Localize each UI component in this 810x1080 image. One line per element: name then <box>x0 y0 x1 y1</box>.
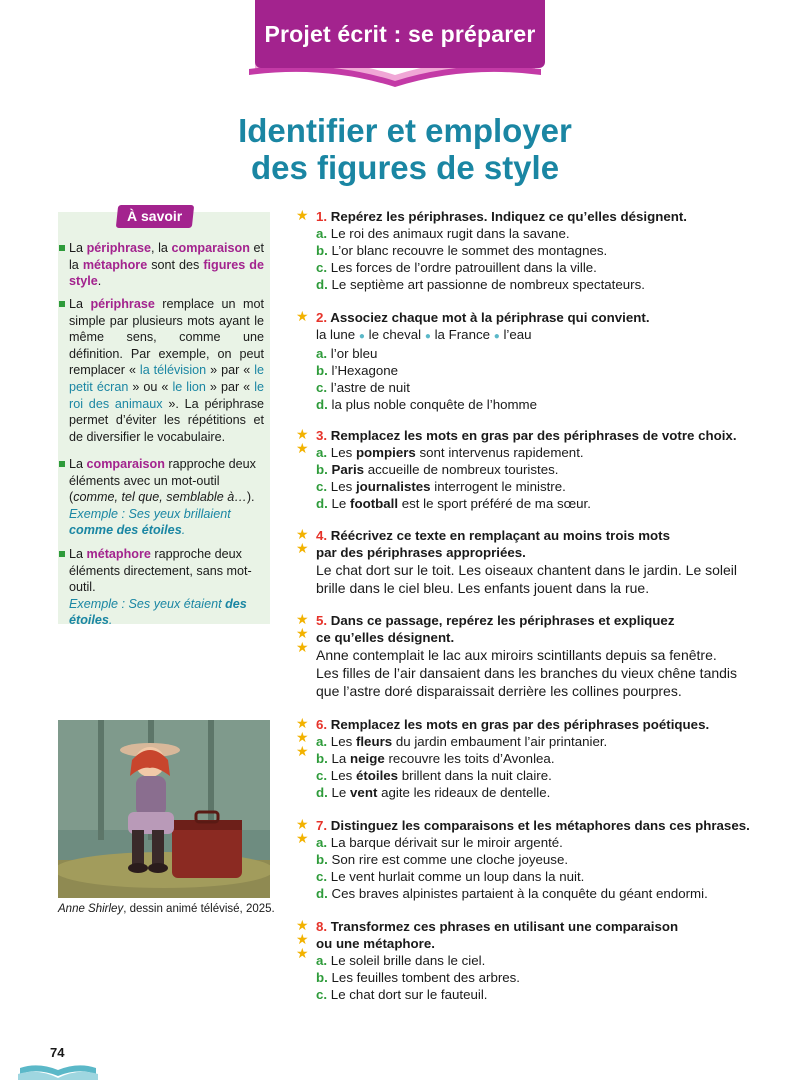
item-letter: c. <box>316 987 328 1002</box>
list-item <box>316 969 776 986</box>
savoir-item-4 <box>58 546 270 629</box>
item-text: La barque dérivait sur le miroir argenté. <box>330 835 563 850</box>
item-text: brillent dans la nuit claire. <box>398 768 552 783</box>
item-letter: d. <box>316 277 328 292</box>
item-letter: d. <box>316 785 328 800</box>
text: rapproche deux éléments avec un mot-outil ( <box>69 457 256 505</box>
exercise-heading-cont: ou une métaphore. <box>316 936 435 951</box>
list-item <box>316 784 776 801</box>
list-item <box>316 851 776 868</box>
item-text: est le sport préféré de ma sœur. <box>398 496 591 511</box>
star-icon: ★ <box>296 440 309 456</box>
exercise-heading <box>316 309 776 326</box>
item-letter: b. <box>316 970 328 985</box>
keyword: figures de style <box>69 257 264 289</box>
text: ). <box>246 490 255 505</box>
item-letter: a. <box>316 734 328 749</box>
item-text: l’or bleu <box>330 346 378 361</box>
word: la lune <box>316 327 356 342</box>
difficulty-stars <box>296 527 312 555</box>
banner-box <box>255 0 545 68</box>
bold-word: vent <box>350 785 378 800</box>
text: » ou « <box>128 379 173 394</box>
a-savoir-box <box>58 212 270 628</box>
star-icon: ★ <box>296 729 309 745</box>
anne-shirley-illustration <box>58 720 270 898</box>
item-letter: b. <box>316 852 328 867</box>
exercise-4 <box>296 526 776 597</box>
square-bullet-icon <box>59 301 65 307</box>
exercise-3 <box>296 426 776 512</box>
item-text: Le roi des animaux rugit dans la savane. <box>330 226 570 241</box>
keyword: comparaison <box>86 457 165 471</box>
exercise-instruction: Remplacez les mots en gras par des périphrases poétiques. <box>330 717 710 732</box>
item-text: recouvre les toits d’Avonlea. <box>384 751 555 766</box>
square-bullet-icon <box>59 245 65 251</box>
item-letter: c. <box>316 768 328 783</box>
text: et la <box>69 241 264 272</box>
difficulty-stars <box>296 817 312 845</box>
star-icon: ★ <box>296 945 309 961</box>
exercise-text: Anne contemplait le lac aux miroirs scintillants depuis sa fenêtre. <box>316 647 717 663</box>
exercise-number: 1. <box>316 209 328 224</box>
dot-separator-icon: ● <box>358 331 365 342</box>
example-word: le lion <box>172 379 206 394</box>
list-item <box>316 952 776 969</box>
item-letter: a. <box>316 835 328 850</box>
exercise-heading-cont: par des périphrases appropriées. <box>316 545 526 560</box>
exercise-instruction: Réécrivez ce texte en remplaçant au moins trois mots <box>330 528 670 543</box>
exercise-5 <box>296 611 776 700</box>
item-text: l’Hexagone <box>331 363 399 378</box>
item-text: Les forces de l’ordre patrouillent dans la ville. <box>330 260 597 275</box>
exercise-number: 2. <box>316 310 328 325</box>
item-text: Ces braves alpinistes partaient à la conquête du géant endormi. <box>331 886 708 901</box>
example-word: comme des étoiles <box>69 523 182 538</box>
text: La <box>69 457 87 471</box>
bold-word: fleurs <box>355 734 393 749</box>
item-text: Les <box>330 768 356 783</box>
bold-word: pompiers <box>355 445 416 460</box>
star-icon: ★ <box>296 715 309 731</box>
difficulty-stars <box>296 918 312 960</box>
list-item <box>316 767 776 784</box>
item-text: agite les rideaux de dentelle. <box>377 785 551 800</box>
list-item <box>316 242 776 259</box>
list-item <box>316 868 776 885</box>
page-title-line-1: Identifier et employer <box>238 112 572 149</box>
example-word: le petit écran <box>69 363 264 394</box>
bold-word: football <box>350 496 399 511</box>
item-text: accueille de nombreux touristes. <box>364 462 559 477</box>
list-item <box>316 750 776 767</box>
item-text: l’astre de nuit <box>330 380 410 395</box>
star-icon: ★ <box>296 830 309 846</box>
exercise-number: 4. <box>316 528 328 543</box>
example-text: . <box>108 613 113 628</box>
item-letter: a. <box>316 346 328 361</box>
caption-text: , dessin animé télévisé, 2025. <box>123 903 275 915</box>
text: La <box>69 547 87 561</box>
book-icon <box>18 1062 98 1080</box>
text: La <box>69 297 91 311</box>
exercise-number: 3. <box>316 428 328 443</box>
square-bullet-icon <box>59 461 65 467</box>
item-text: sont intervenus rapidement. <box>415 445 584 460</box>
difficulty-stars <box>296 208 312 222</box>
exercise-instruction: Associez chaque mot à la périphrase qui convient. <box>330 310 650 325</box>
star-icon: ★ <box>296 931 309 947</box>
text: ». La périphrase permet d’éviter les répétitions et de diversifier le vocabulaire. <box>69 396 265 444</box>
item-text: Le chat dort sur le fauteuil. <box>330 987 488 1002</box>
exercise-8 <box>296 917 776 1003</box>
exercise-instruction: Repérez les périphrases. Indiquez ce qu’elles désignent. <box>330 209 687 224</box>
exercise-heading <box>316 918 776 935</box>
bold-word: journalistes <box>355 479 431 494</box>
exercise-heading <box>316 208 776 225</box>
text: » par « <box>206 363 255 378</box>
star-icon: ★ <box>296 625 309 641</box>
word-list <box>316 326 776 345</box>
example-word: le roi des animaux <box>69 379 265 411</box>
item-letter: a. <box>316 445 328 460</box>
list-item <box>316 986 776 1003</box>
exercise-1 <box>296 207 776 293</box>
star-icon: ★ <box>296 526 309 542</box>
dot-separator-icon: ● <box>493 331 500 342</box>
item-letter: a. <box>316 226 328 241</box>
example-text: Exemple : Ses yeux étaient <box>69 596 226 611</box>
star-icon: ★ <box>296 743 309 759</box>
item-text: Le <box>331 496 351 511</box>
exercise-instruction: Dans ce passage, repérez les périphrases et expliquez <box>330 613 675 628</box>
list-item <box>316 276 776 293</box>
exercise-heading <box>316 427 776 444</box>
list-item <box>316 225 776 242</box>
item-text: Les <box>330 479 356 494</box>
item-text: Les <box>330 734 356 749</box>
example-text: . <box>181 523 186 538</box>
list-item <box>316 461 776 478</box>
exercise-text: que l’astre doré disparaissait derrière les collines pourpres. <box>316 683 682 699</box>
difficulty-stars <box>296 427 312 455</box>
item-letter: c. <box>316 260 328 275</box>
item-letter: b. <box>316 751 328 766</box>
savoir-item-3 <box>58 456 270 539</box>
item-text: Le soleil brille dans le ciel. <box>330 953 486 968</box>
illustration-caption <box>58 903 288 915</box>
list-item <box>316 396 776 413</box>
exercise-6 <box>296 715 776 801</box>
list-item <box>316 379 776 396</box>
star-icon: ★ <box>296 426 309 442</box>
star-icon: ★ <box>296 639 309 655</box>
list-item <box>316 478 776 495</box>
item-text: Le <box>331 785 351 800</box>
keyword: métaphore <box>86 547 151 561</box>
header-banner <box>245 0 545 90</box>
keyword: périphrase <box>90 297 155 311</box>
item-text: Les <box>330 445 356 460</box>
exercise-heading <box>316 612 776 629</box>
text: remplace un mot simple par plusieurs mots ayant le même sens, comme une définition. Par exemple, on peut remplacer « <box>69 297 264 378</box>
item-letter: c. <box>316 869 328 884</box>
item-text: Les feuilles tombent des arbres. <box>331 970 521 985</box>
item-letter: c. <box>316 380 328 395</box>
text: La <box>69 241 87 255</box>
text: sont des <box>147 257 204 272</box>
list-item <box>316 885 776 902</box>
page-title-line-2: des figures de style <box>250 149 560 186</box>
keyword: périphrase <box>86 241 152 255</box>
exercise-heading <box>316 716 776 733</box>
keyword: comparaison <box>171 241 250 255</box>
item-letter: c. <box>316 479 328 494</box>
exercise-heading-cont: ce qu’elles désignent. <box>316 630 455 645</box>
exercise-number: 7. <box>316 818 328 833</box>
exercise-number: 5. <box>316 613 328 628</box>
a-savoir-label <box>116 205 194 228</box>
text: » par « <box>205 379 255 394</box>
word: l’eau <box>503 327 532 342</box>
exercise-number: 8. <box>316 919 328 934</box>
star-icon: ★ <box>296 540 309 556</box>
difficulty-stars <box>296 612 312 654</box>
star-icon: ★ <box>296 917 309 933</box>
example-word: des étoiles <box>69 596 247 628</box>
word: le cheval <box>368 327 422 342</box>
list-item <box>316 495 776 512</box>
exercise-text: brille dans le ciel bleu. Les enfants jouent dans la rue. <box>316 580 650 596</box>
list-item <box>316 444 776 461</box>
page-number: 74 <box>50 1045 65 1060</box>
text: . <box>97 274 102 289</box>
item-text: La <box>331 751 351 766</box>
list-item <box>316 362 776 379</box>
savoir-item-1 <box>58 240 270 290</box>
difficulty-stars <box>296 716 312 758</box>
banner-title: Projet écrit : se préparer <box>264 20 536 47</box>
text: rapproche deux éléments directement, sans mot-outil. <box>69 547 252 595</box>
page-title <box>0 112 810 186</box>
item-text: Le septième art passionne de nombreux spectateurs. <box>331 277 645 292</box>
item-letter: d. <box>316 397 328 412</box>
item-letter: d. <box>316 496 328 511</box>
exercise-instruction: Remplacez les mots en gras par des périphrases de votre choix. <box>330 428 737 443</box>
bold-word: neige <box>350 751 385 766</box>
keyword: métaphore <box>82 257 148 272</box>
dot-separator-icon: ● <box>424 331 431 342</box>
list-item <box>316 345 776 362</box>
star-icon: ★ <box>296 308 309 324</box>
square-bullet-icon <box>59 551 65 557</box>
item-letter: a. <box>316 953 328 968</box>
exercise-text: Le chat dort sur le toit. Les oiseaux chantent dans le jardin. Le soleil <box>316 562 738 578</box>
item-letter: b. <box>316 462 328 477</box>
list-item <box>316 834 776 851</box>
item-text: L’or blanc recouvre le sommet des montagnes. <box>331 243 608 258</box>
item-text: interrogent le ministre. <box>430 479 566 494</box>
exercise-text: Les filles de l’air dansaient dans les branches du vieux chêne tandis <box>316 665 738 681</box>
word: la France <box>434 327 491 342</box>
item-text: Le vent hurlait comme un loup dans la nuit. <box>330 869 585 884</box>
exercise-instruction: Distinguez les comparaisons et les métaphores dans ces phrases. <box>330 818 750 833</box>
bold-word: étoiles <box>355 768 399 783</box>
a-savoir-label-text: À savoir <box>127 208 183 224</box>
bold-word: Paris <box>331 462 365 477</box>
item-text: du jardin embaument l’air printanier. <box>392 734 608 749</box>
item-letter: b. <box>316 243 328 258</box>
savoir-item-2 <box>58 296 270 445</box>
item-text: Son rire est comme une cloche joyeuse. <box>331 852 569 867</box>
difficulty-stars <box>296 309 312 323</box>
list-item <box>316 733 776 750</box>
exercise-2 <box>296 308 776 413</box>
star-icon: ★ <box>296 816 309 832</box>
example-word: la télévision <box>139 363 207 378</box>
list-item <box>316 259 776 276</box>
exercise-number: 6. <box>316 717 328 732</box>
star-icon: ★ <box>296 207 309 223</box>
text: comme, tel que, semblable à… <box>73 490 247 505</box>
caption-title: Anne Shirley <box>58 903 124 915</box>
item-letter: d. <box>316 886 328 901</box>
exercise-heading <box>316 527 776 544</box>
exercise-heading <box>316 817 776 834</box>
item-letter: b. <box>316 363 328 378</box>
item-text: la plus noble conquête de l’homme <box>331 397 538 412</box>
star-icon: ★ <box>296 611 309 627</box>
exercise-instruction: Transformez ces phrases en utilisant une comparaison <box>330 919 679 934</box>
text: , la <box>151 241 172 255</box>
exercise-7 <box>296 816 776 902</box>
example-text: Exemple : Ses yeux brillaient <box>69 506 231 521</box>
